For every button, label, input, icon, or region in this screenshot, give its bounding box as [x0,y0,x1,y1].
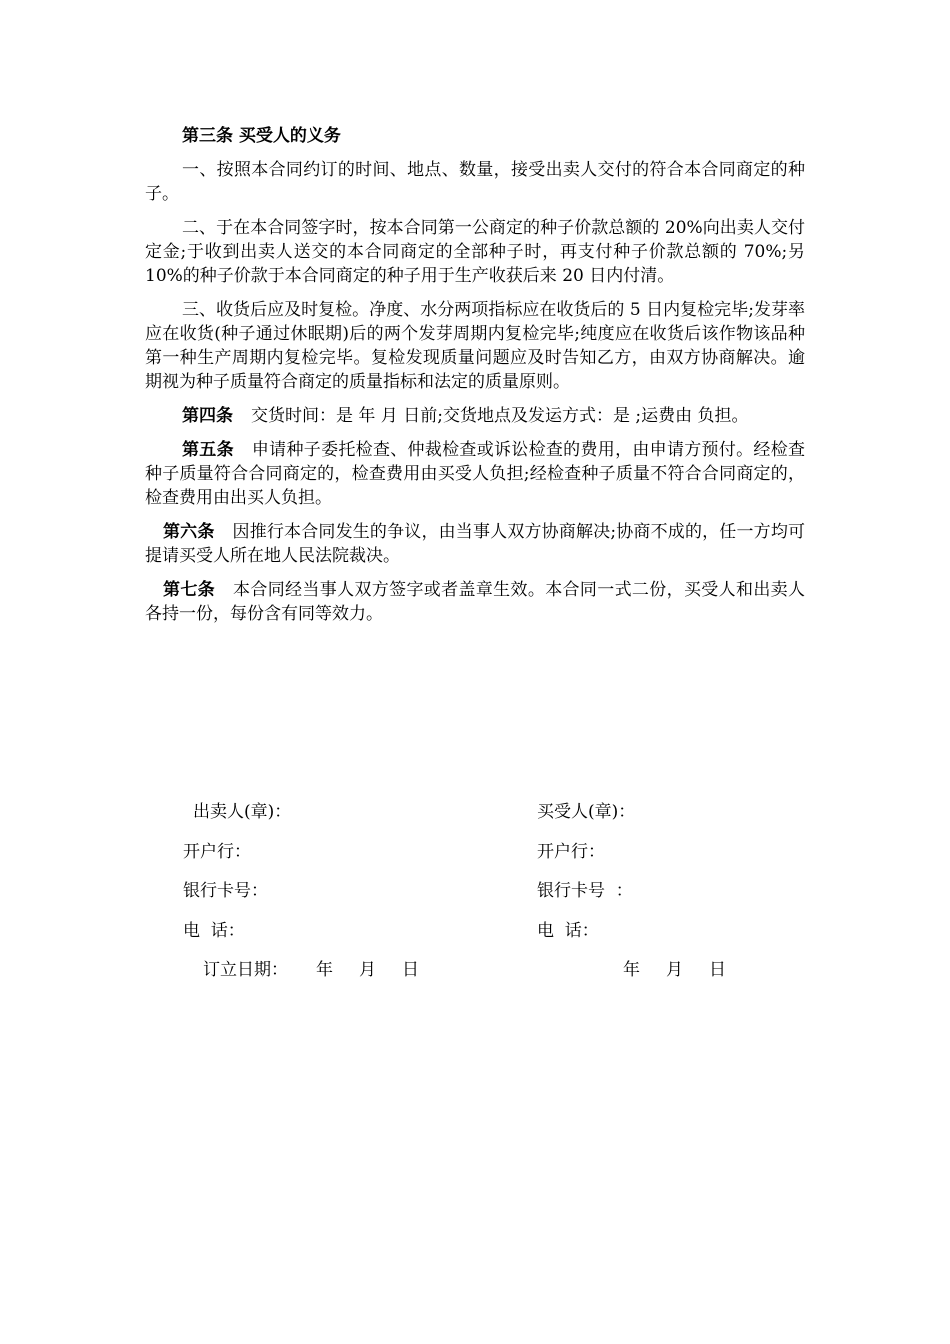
article6-title: 第六条 [163,522,215,542]
article7-text: 本合同经当事人双方签字或者盖章生效。本合同一式二份，买受人和出卖人各持一份，每份含有同等效力。 [145,580,806,624]
seller-phone-label: 电 话： [183,921,245,941]
article3-title: 第三条 买受人的义务 [182,126,341,146]
seller-bank-label: 开户行： [183,842,251,862]
article4-title: 第四条 [182,406,233,426]
article7-title: 第七条 [163,580,216,600]
article4 [145,404,805,428]
article6-text: 因推行本合同发生的争议，由当事人双方协商解决;协商不成的，任一方均可提请买受人所在地人民法院裁决。 [145,522,806,566]
article3-item-2: 二、于在本合同签字时，按本合同第一公商定的种子价款总额的 20%向出卖人交付定金;于收到出卖人送交的本合同商定的全部种子时，再支付种子价款总额的 70%;另 10%的种子价款于本合同商定的种子用于生产收获后来 20 日内付清。 [145,218,805,286]
article4-text: 交货时间：是 年 月 日前;交货地点及发运方式：是 ;运费由 负担。 [251,406,749,426]
buyer-date-year: 年 [623,960,640,980]
buyer-stamp-label: 买受人(章)： [537,802,636,822]
buyer-date-month: 月 [666,960,683,980]
article7 [145,578,805,626]
article3-item-1: 一、按照本合同约订的时间、地点、数量，接受出卖人交付的符合本合同商定的种子。 [145,160,805,204]
seller-date [203,958,419,982]
buyer-date [623,958,726,982]
contract-body [145,124,805,636]
article5 [145,438,805,510]
buyer-phone-label: 电 话： [537,921,599,941]
article6 [145,520,805,568]
seller-date-day: 日 [402,960,419,980]
article5-title: 第五条 [182,440,234,460]
seller-date-month: 月 [359,960,376,980]
article3-item-3: 三、收货后应及时复检。净度、水分两项指标应在收货后的 5 日内复检完毕;发芽率应在收货(种子通过休眠期)后的两个发芽周期内复检完毕;纯度应在收货后该作物该品种第一种生产周期内复检完毕。复检发现质量问题应及时告知乙方，由双方协商解决。逾期视为种子质量符合商定的质量指标和法定的质量原则。 [145,300,805,392]
seller-date-year: 年 [316,960,333,980]
buyer-date-day: 日 [709,960,726,980]
article5-text: 申请种子委托检查、仲裁检查或诉讼检查的费用，由申请方预付。经检查种子质量符合合同商定的，检查费用由买受人负担;经检查种子质量不符合合同商定的，检查费用由出买人负担。 [145,440,806,508]
seller-stamp-label: 出卖人(章)： [193,802,292,822]
buyer-bank-label: 开户行： [537,842,605,862]
buyer-card-label: 银行卡号 ： [537,881,633,901]
seller-card-label: 银行卡号： [183,881,268,901]
date-label: 订立日期： [203,960,288,980]
